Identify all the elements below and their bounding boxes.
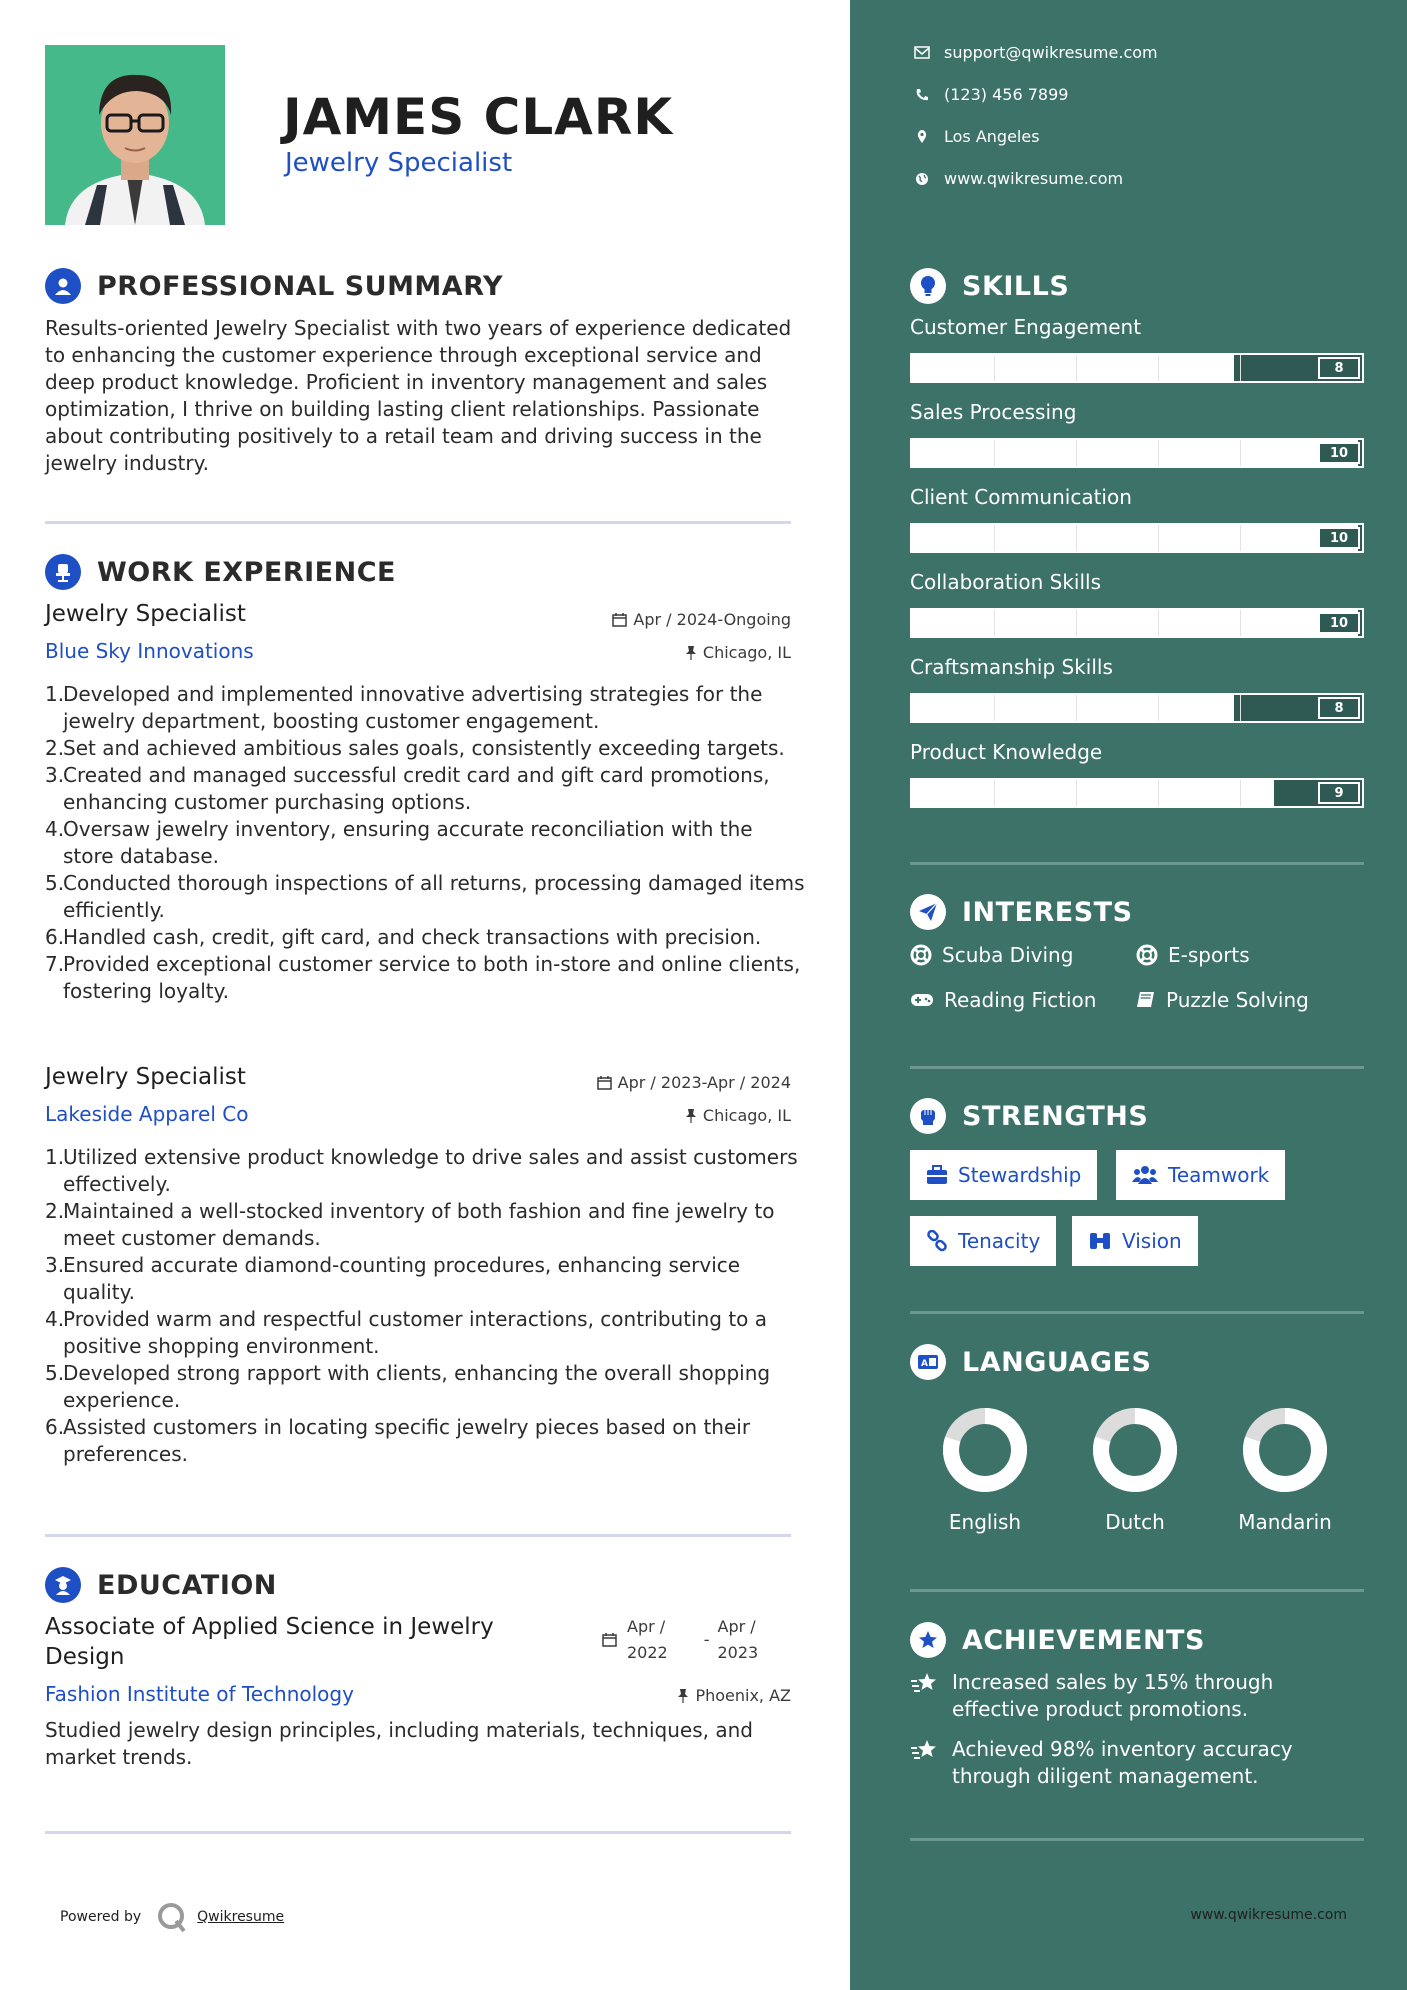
- link-icon: [926, 1230, 948, 1252]
- strength-label: Vision: [1122, 1229, 1182, 1253]
- skill-value: 10: [1318, 612, 1360, 634]
- skill-value: 10: [1318, 527, 1360, 549]
- skill-label: Customer Engagement: [910, 315, 1142, 339]
- avatar-illustration: [45, 45, 225, 225]
- pin-icon: [677, 1688, 689, 1703]
- shooting-star-icon: [910, 1738, 940, 1762]
- language-level-ring: [940, 1405, 1030, 1495]
- list-item: 2. Maintained a well-stocked inventory of both fashion and fine jewelry to meet customer demands.: [45, 1199, 775, 1250]
- sidebar-divider: [910, 1066, 1364, 1069]
- education-dates: [602, 1614, 758, 1666]
- job-1-location-text: Chicago, IL: [702, 643, 791, 662]
- profile-photo: [45, 45, 225, 225]
- contact-website: [910, 169, 1123, 188]
- interest-label: E-sports: [1168, 943, 1250, 967]
- list-item: 1. Developed and implemented innovative advertising strategies for the jewelry department, boosting customer engagement.: [45, 682, 763, 733]
- list-item: 3. Ensured accurate diamond-counting procedures, enhancing service quality.: [45, 1253, 741, 1304]
- skills-heading-text: SKILLS: [962, 270, 1070, 302]
- language-name: Dutch: [1105, 1510, 1165, 1534]
- fist-icon: [910, 1098, 946, 1134]
- list-item: 5. Conducted thorough inspections of all returns, processing damaged items efficiently.: [45, 871, 805, 922]
- skill-bar-fill: [912, 780, 1274, 806]
- summary-heading: [45, 268, 503, 304]
- summary-heading-text: PROFESSIONAL SUMMARY: [97, 270, 504, 302]
- skill-label: Craftsmanship Skills: [910, 655, 1113, 679]
- skill-bar-segment: [1076, 355, 1077, 381]
- skill-bar-fill: [912, 525, 1358, 551]
- interest-item: [1136, 988, 1309, 1012]
- phone-icon: [915, 88, 929, 102]
- language-name: English: [948, 1510, 1022, 1534]
- calendar-icon: [612, 612, 627, 627]
- qwikresume-logo-icon: [155, 1900, 189, 1934]
- skill-bar-segment: [1240, 695, 1241, 721]
- contact-email: [910, 43, 1158, 62]
- skill-bar-fill: [912, 695, 1234, 721]
- qwikresume-link[interactable]: Qwikresume: [197, 1909, 285, 1925]
- graduate-icon: [45, 1567, 81, 1603]
- language-icon: [910, 1344, 946, 1380]
- achievements-heading-text: ACHIEVEMENTS: [962, 1624, 1205, 1656]
- calendar-icon: [602, 1632, 617, 1647]
- job-2-bullets: [45, 1144, 805, 1468]
- list-item: 2. Set and achieved ambitious sales goals, consistently exceeding targets.: [45, 736, 785, 760]
- job-1-bullets: [45, 681, 805, 1005]
- achievement-text: Increased sales by 15% through effective product promotions.: [952, 1670, 1274, 1721]
- achievement-text: Achieved 98% inventory accuracy through diligent management.: [952, 1737, 1293, 1788]
- strength-label: Tenacity: [958, 1229, 1041, 1253]
- skill-bar: [910, 523, 1364, 553]
- experience-heading: [45, 554, 396, 590]
- languages-heading-text: LANGUAGES: [962, 1346, 1152, 1378]
- job-1-dates: [612, 610, 791, 629]
- job-2-dates: [597, 1073, 791, 1092]
- skill-label: Product Knowledge: [910, 740, 1103, 764]
- skill-label: Collaboration Skills: [910, 570, 1102, 594]
- interest-label: Scuba Diving: [942, 943, 1074, 967]
- job-2-company: Lakeside Apparel Co: [45, 1102, 249, 1126]
- interest-label: Puzzle Solving: [1166, 988, 1309, 1012]
- list-item: 6. Assisted customers in locating specific jewelry pieces based on their preferences.: [45, 1415, 751, 1466]
- strength-tag: [910, 1150, 1097, 1200]
- skill-value: 9: [1318, 782, 1360, 804]
- briefcase-icon: [926, 1165, 948, 1185]
- list-item: 1. Utilized extensive product knowledge to drive sales and assist customers effectively.: [45, 1145, 798, 1196]
- skill-bar-segment: [1076, 780, 1077, 806]
- binoculars-icon: [1088, 1231, 1112, 1251]
- skill-bar-segment: [1076, 525, 1077, 551]
- svg-text:A: A: [921, 1359, 928, 1369]
- section-divider: [45, 1831, 791, 1834]
- education-heading: [45, 1567, 277, 1603]
- achievement-item: [910, 1736, 1340, 1790]
- skill-bar-segment: [994, 695, 995, 721]
- language-donut: [925, 1405, 1045, 1499]
- sidebar-divider: [910, 1838, 1364, 1841]
- skill-bar-segment: [1158, 440, 1159, 466]
- skill-bar-segment: [994, 780, 995, 806]
- map-marker-icon: [917, 130, 927, 144]
- users-icon: [1132, 1165, 1158, 1185]
- skill-bar-segment: [1240, 525, 1241, 551]
- star-badge-icon: [910, 1622, 946, 1658]
- skill-bar-segment: [1076, 440, 1077, 466]
- skill-bar-fill: [912, 610, 1358, 636]
- achievement-item: [910, 1669, 1340, 1723]
- skill-bar-segment: [1240, 355, 1241, 381]
- skill-bar-segment: [1240, 780, 1241, 806]
- language-donut: [1225, 1405, 1345, 1499]
- skill-bar-segment: [1240, 440, 1241, 466]
- job-1-dates-text: Apr / 2024-Ongoing: [633, 610, 791, 629]
- skill-bar: [910, 438, 1364, 468]
- pin-icon: [685, 1108, 697, 1123]
- language-level-ring: [1240, 1405, 1330, 1495]
- job-2-location: [685, 1106, 791, 1125]
- education-end: Apr / 2023: [717, 1617, 759, 1662]
- skill-bar-segment: [1158, 355, 1159, 381]
- envelope-icon: [914, 46, 930, 59]
- list-item: 7. Provided exceptional customer service to both in-store and online clients, fostering loyalty.: [45, 952, 801, 1003]
- shooting-star-icon: [910, 1671, 940, 1695]
- footer-website[interactable]: www.qwikresume.com: [1190, 1907, 1347, 1923]
- education-location: [677, 1686, 791, 1705]
- life-ring-icon: [1136, 944, 1158, 966]
- skill-value: 8: [1318, 697, 1360, 719]
- skill-bar-segment: [1076, 610, 1077, 636]
- strength-tag: [910, 1216, 1056, 1266]
- skill-value: 10: [1318, 442, 1360, 464]
- education-location-text: Phoenix, AZ: [695, 1686, 791, 1705]
- strengths-heading-text: STRENGTHS: [962, 1100, 1149, 1132]
- education-description: Studied jewelry design principles, including materials, techniques, and market trends.: [45, 1718, 753, 1769]
- contact-phone: [910, 85, 1068, 104]
- skill-bar-segment: [994, 610, 995, 636]
- language-donut: [1075, 1405, 1195, 1499]
- email-text[interactable]: support@qwikresume.com: [944, 43, 1158, 62]
- summary-text: Results-oriented Jewelry Specialist with two years of experience dedicated to enhancing the customer experience through exceptional service and deep product knowledge. Proficient in inventory management and sales optimization, I thrive on building lasting client relationships. Passionate about contributing positively to a retail team and driving success in the jewelry industry.: [45, 316, 792, 475]
- experience-heading-text: WORK EXPERIENCE: [97, 556, 396, 588]
- interests-heading: [910, 894, 1133, 930]
- skill-label: Client Communication: [910, 485, 1132, 509]
- interest-item: [910, 988, 1096, 1012]
- list-item: 4. Oversaw jewelry inventory, ensuring accurate reconciliation with the store database.: [45, 817, 753, 868]
- skill-bar-segment: [1158, 525, 1159, 551]
- location-text: Los Angeles: [944, 127, 1040, 146]
- job-1-title: Jewelry Specialist: [45, 601, 246, 627]
- skill-bar-segment: [1076, 695, 1077, 721]
- job-1-company: Blue Sky Innovations: [45, 639, 254, 663]
- job-2-dates-text: Apr / 2023-Apr / 2024: [617, 1073, 791, 1092]
- language-level-ring: [1090, 1405, 1180, 1495]
- section-divider: [45, 1534, 791, 1537]
- sidebar: [850, 0, 1407, 1990]
- contact-location: [910, 127, 1040, 146]
- skill-bar-fill: [912, 440, 1358, 466]
- office-chair-icon: [45, 554, 81, 590]
- sidebar-divider: [910, 862, 1364, 865]
- school: Fashion Institute of Technology: [45, 1682, 354, 1706]
- education-heading-text: EDUCATION: [97, 1569, 277, 1601]
- interest-item: [1136, 943, 1250, 967]
- skill-bar: [910, 778, 1364, 808]
- gamepad-icon: [910, 992, 934, 1008]
- calendar-icon: [597, 1075, 612, 1090]
- skills-heading: [910, 268, 1069, 304]
- strength-tag: [1116, 1150, 1285, 1200]
- degree: Associate of Applied Science in Jewelry Design: [45, 1614, 494, 1670]
- skill-bar: [910, 693, 1364, 723]
- interest-label: Reading Fiction: [944, 988, 1097, 1012]
- paper-plane-icon: [910, 894, 946, 930]
- section-divider: [45, 521, 791, 524]
- website-text[interactable]: www.qwikresume.com: [944, 169, 1124, 188]
- strengths-heading: [910, 1098, 1148, 1134]
- powered-by-label: Powered by: [60, 1909, 142, 1925]
- powered-by: [60, 1900, 284, 1934]
- skill-label: Sales Processing: [910, 400, 1077, 424]
- skill-bar: [910, 353, 1364, 383]
- skill-bar-segment: [994, 525, 995, 551]
- interest-item: [910, 943, 1073, 967]
- education-start: Apr / 2022: [627, 1617, 668, 1662]
- achievements-heading: [910, 1622, 1205, 1658]
- candidate-name: JAMES CLARK: [283, 88, 674, 146]
- sidebar-divider: [910, 1589, 1364, 1592]
- job-2-location-text: Chicago, IL: [702, 1106, 791, 1125]
- skill-bar-segment: [1158, 780, 1159, 806]
- strength-label: Stewardship: [958, 1163, 1082, 1187]
- job-2-title: Jewelry Specialist: [45, 1064, 246, 1090]
- life-ring-icon: [910, 944, 932, 966]
- book-icon: [1136, 990, 1156, 1010]
- skill-value: 8: [1318, 357, 1360, 379]
- skill-bar-fill: [912, 355, 1234, 381]
- languages-heading: [910, 1344, 1151, 1380]
- globe-icon: [915, 172, 929, 186]
- interests-heading-text: INTERESTS: [962, 896, 1133, 928]
- lightbulb-icon: [910, 268, 946, 304]
- skill-bar-segment: [1158, 695, 1159, 721]
- phone-text: (123) 456 7899: [944, 85, 1069, 104]
- pin-icon: [685, 645, 697, 660]
- list-item: 6. Handled cash, credit, gift card, and check transactions with precision.: [45, 925, 762, 949]
- skill-bar-segment: [994, 355, 995, 381]
- sidebar-divider: [910, 1311, 1364, 1314]
- education-dash: -: [703, 1630, 710, 1649]
- job-1-location: [685, 643, 791, 662]
- skill-bar-segment: [1158, 610, 1159, 636]
- user-icon: [45, 268, 81, 304]
- language-name: Mandarin: [1238, 1510, 1332, 1534]
- candidate-title: Jewelry Specialist: [285, 148, 513, 178]
- skill-bar: [910, 608, 1364, 638]
- list-item: 4. Provided warm and respectful customer interactions, contributing to a positive shopping environment.: [45, 1307, 768, 1358]
- skill-bar-segment: [1240, 610, 1241, 636]
- list-item: 3. Created and managed successful credit card and gift card promotions, enhancing customer purchasing options.: [45, 763, 770, 814]
- skill-bar-segment: [994, 440, 995, 466]
- list-item: 5. Developed strong rapport with clients, enhancing the overall shopping experience.: [45, 1361, 771, 1412]
- strength-tag: [1072, 1216, 1198, 1266]
- strength-label: Teamwork: [1168, 1163, 1270, 1187]
